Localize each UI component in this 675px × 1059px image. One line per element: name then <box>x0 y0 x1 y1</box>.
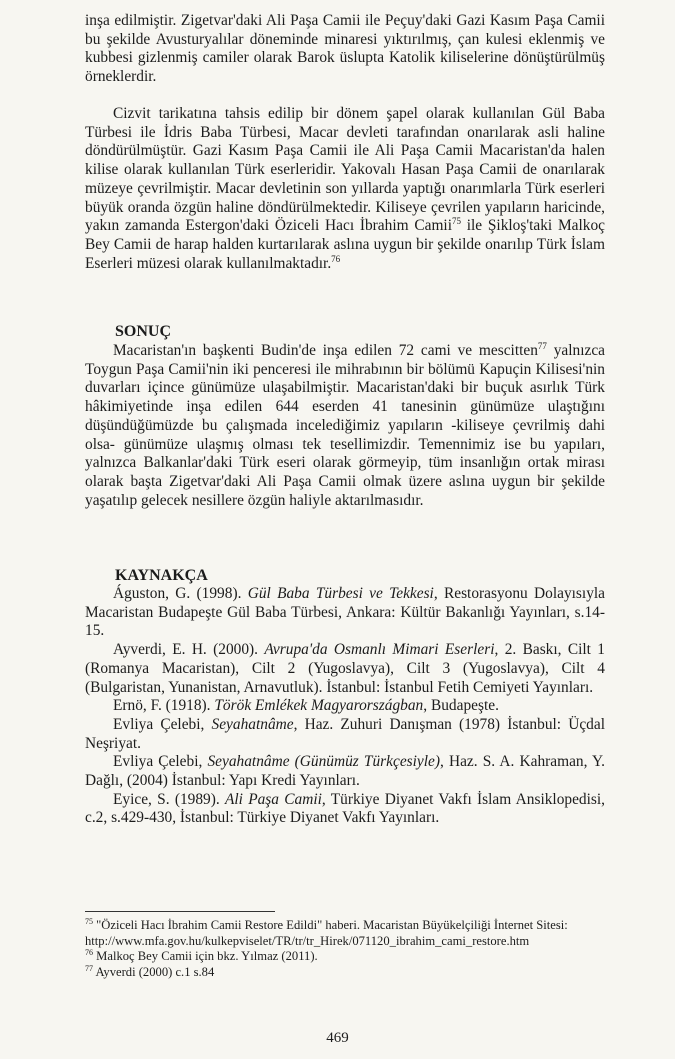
reference-item <box>85 753 605 790</box>
reference-details: , Restorasyonu Dolayısıyla Macaristan Budapeşte Gül Baba Türbesi, Ankara: Kültür Bakanlığı Yayınları, s.14-15. <box>85 585 605 640</box>
footnote-ref-75: 75 <box>451 216 461 227</box>
page-number: 469 <box>326 1030 349 1046</box>
footnote-divider <box>85 911 275 912</box>
reference-item <box>85 697 605 716</box>
reference-author: Evliya Çelebi, <box>113 753 208 771</box>
footnote-item <box>85 918 620 949</box>
reference-author: Ernö, F. (1918). <box>113 697 215 715</box>
footnote-list <box>85 918 620 980</box>
footnote-text: Ayverdi (2000) c.1 s.84 <box>95 964 215 979</box>
paragraph-3 <box>85 342 605 510</box>
footnote-text: "Öziceli Hacı İbrahim Camii Restore Edildi" haberi. Macaristan Büyükelçiliği İnternet Sitesi: http://www.mfa.gov.hu/kulkepviselet/TR/tr/tr_Hirek/071120_ibrahim_cami_restore.htm <box>85 918 568 948</box>
footnote-ref-77: 77 <box>537 341 547 351</box>
reference-details: , 2. Baskı, Cilt 1 (Romanya Macaristan), Cilt 2 (Yugoslavya), Cilt 3 (Yugoslavya), Cilt 4 (Bulgaristan, Yunanistan, Arnavutluk). İstanbul: İstanbul Fetih Cemiyeti Yayınları. <box>85 641 605 696</box>
reference-title: Gül Baba Türbesi ve Tekkesi <box>247 585 434 602</box>
footnote-text: Malkoç Bey Camii için bkz. Yılmaz (2011). <box>96 949 318 963</box>
footnote-item <box>85 965 620 981</box>
footnote-item <box>85 949 620 965</box>
reference-details: , Haz. Zuhuri Danışman (1978) İstanbul: Üçdal Neşriyat. <box>85 715 605 752</box>
reference-author: Eyice, S. (1989). <box>113 790 225 808</box>
reference-title: Avrupa'da Osmanlı Mimari Eserleri <box>264 641 495 659</box>
paragraph-2 <box>85 105 605 273</box>
reference-author: Ayverdi, E. H. (2000). <box>113 641 265 659</box>
paragraph-1: inşa edilmiştir. Zigetvar'daki Ali Paşa Camii ile Peçuy'daki Gazi Kasım Paşa Camii bu şekilde Avusturyalılar döneminde minaresi yıktırılmış, çan kulesi eklenmiş ve kubbesi gizlenmiş camiler olarak Barok üslupta Katolik kiliselerine dönüştürülmüş örneklerdir. <box>85 12 605 86</box>
reference-title: Török Emlékek Magyarországban <box>214 697 424 715</box>
reference-item <box>85 585 605 641</box>
reference-item <box>85 641 605 697</box>
reference-title: Seyahatnâme <box>211 715 294 733</box>
reference-title: Ali Paşa Camii <box>224 790 322 808</box>
reference-author: Evliya Çelebi, <box>113 715 212 733</box>
section-heading-kaynakca: KAYNAKÇA <box>115 567 208 584</box>
reference-title: Seyahatnâme (Günümüz Türkçesiyle) <box>207 753 440 771</box>
reference-list <box>85 585 605 828</box>
reference-details: , Budapeşte. <box>423 697 499 715</box>
reference-item <box>85 716 605 753</box>
footnote-number: 75 <box>85 917 93 926</box>
paragraph-3-text: Macaristan'ın başkenti Budin'de inşa edilen 72 cami ve mescitten <box>113 342 538 359</box>
footnote-number: 76 <box>85 948 93 957</box>
reference-author: Águston, G. (1998). <box>113 585 248 602</box>
footnote-number: 77 <box>85 963 93 973</box>
footnote-ref-76: 76 <box>331 253 341 264</box>
reference-details: , Haz. S. A. Kahraman, Y. Dağlı, (2004) İstanbul: Yapı Kredi Yayınları. <box>85 753 605 790</box>
paragraph-3-text-cont: yalnızca Toygun Paşa Camii'nin iki penceresi ile mihrabının bir bölümü Kapuçin Kilisesi'nin duvarları içince günümüze ulaşabilmiştir. Macaristan'daki bir buçuk asırlık Türk hâkimiyetinde inşa edilen 644 eserden 41 tanesinin günümüze ulaştığını düşündüğümüzde bu çalışmada incelediğimiz yapıların -kiliseye çevrilmiş dahi olsa- günümüze ulaşmış olması tek tesellimizdir. Temennimiz ise bu yapıları, yalnızca Balkanlar'daki Türk eseri olarak görmeyip, tüm insanlığın ortak mirası olarak başta Zigetvar'daki Ali Paşa Camii olmak üzere aslına uygun bir şekilde yaşatılıp gelecek nesillere özgün haliyle aktarılmasıdır. <box>85 342 605 509</box>
paragraph-2-text-cont: ile Şikloş'taki Malkoç Bey Camii de harap halden kurtarılarak aslına uygun bir şekilde onarılıp Türk İslam Eserleri müzesi olarak kullanılmaktadır. <box>85 217 605 272</box>
reference-details: , Türkiye Diyanet Vakfı İslam Ansiklopedisi, c.2, s.429-430, İstanbul: Türkiye Diyanet Vakfı Yayınları. <box>85 790 605 827</box>
paragraph-2-text: Cizvit tarikatına tahsis edilip bir dönem şapel olarak kullanılan Gül Baba Türbesi ile İdris Baba Türbesi, Macar devleti tarafından onarılarak asli haline döndürülmüştür. Gazi Kasım Paşa Camii ile Ali Paşa Camii Macaristan'da halen kilise olarak kullanılan Türk eserleridir. Yakovalı Hasan Paşa Camii de onarılarak müzeye çevrilmiştir. Macar devletinin son yıllarda yaptığı onarımlarla Türk eserleri büyük oranda özgün haline döndürülmektedir. Kiliseye çevrilen yapıların haricinde, yakın zamanda Estergon'daki Öziceli Hacı İbrahim Camii <box>85 105 605 235</box>
section-heading-sonuc: SONUÇ <box>115 323 172 340</box>
reference-item <box>85 791 605 828</box>
